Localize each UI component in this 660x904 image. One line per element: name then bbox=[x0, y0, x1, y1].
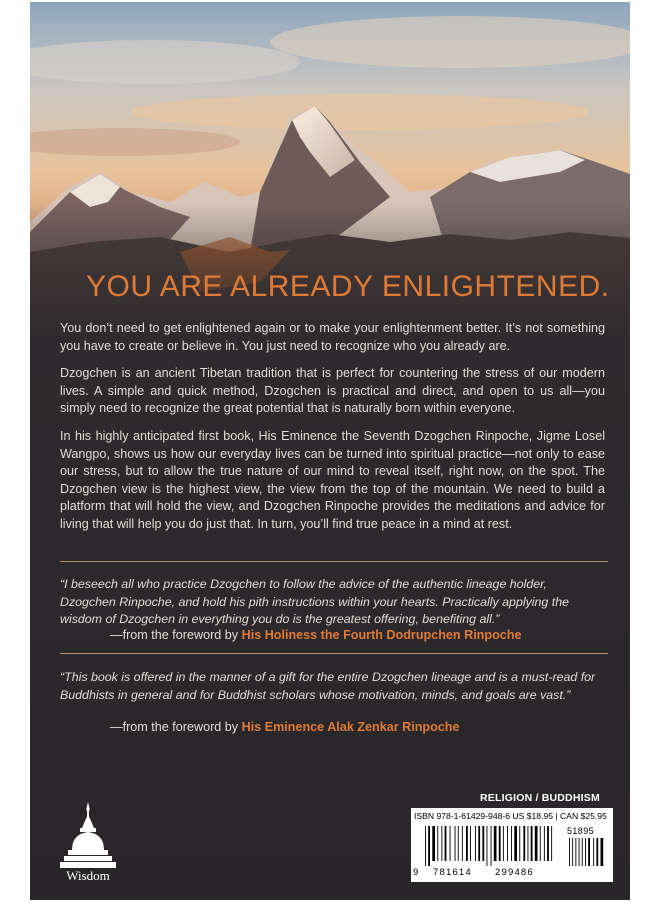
headline: YOU ARE ALREADY ENLIGHTENED. bbox=[86, 270, 610, 303]
barcode-right-digits: 299486 bbox=[495, 867, 534, 878]
barcode-lead-digit: 9 bbox=[413, 867, 419, 878]
barcode-left-digits: 781614 bbox=[433, 867, 472, 878]
barcode-addon: 51895 bbox=[567, 826, 595, 836]
paragraph-dzogchen: Dzogchen is an ancient Tibetan tradition that is perfect for countering the stress of our modern lives. A simple and quick method, Dzogchen is practical and direct, and open to us all—you simply need to recognize the great potential that is naturally born within everyone. bbox=[60, 366, 605, 415]
isbn-price: ISBN 978-1-61429-948-6 US $18.95 | CAN $25.95 bbox=[414, 811, 607, 821]
attribution-name: His Holiness the Fourth Dodrupchen Rinpoche bbox=[241, 628, 522, 642]
attribution-prefix: —from the foreword by bbox=[110, 628, 242, 642]
divider bbox=[60, 653, 608, 654]
attribution-prefix: —from the foreword by bbox=[110, 720, 242, 734]
endorsement-quote: “I beseech all who practice Dzogchen to follow the advice of the authentic lineage holder, Dzogchen Rinpoche, and hold his pith instructions within your hearts. Practically applying the wisdom of Dzogchen in everything you do is the greatest offering, benefiting all.” bbox=[60, 577, 569, 626]
book-back-cover bbox=[30, 2, 630, 900]
category-label: RELIGION / BUDDHISM bbox=[480, 792, 600, 804]
endorsement-attribution bbox=[110, 628, 521, 642]
barcode-panel bbox=[411, 808, 613, 882]
endorsement-quote: “This book is offered in the manner of a gift for the entire Dzogchen lineage and is a must-read for Buddhists in general and for Buddhist scholars whose motivation, minds, and goals are vast.” bbox=[60, 670, 596, 702]
endorsement-attribution bbox=[110, 720, 460, 734]
publisher-name: Wisdom bbox=[66, 868, 110, 883]
paragraph-book: In his highly anticipated first book, His Eminence the Seventh Dzogchen Rinpoche, Jigme Losel Wangpo, shows us how our everyday lives can be turned into spiritual practice—not only to ease our stress, but to allow the true nature of our mind to reveal itself, right now, on the spot. The Dzogchen view is the highest view, the view from the top of the mountain. We need to build a platform that will hold the view, and Dzogchen Rinpoche provides the meditations and advice for living that will help you do just that. In turn, you’ll find true peace in a mind at rest. bbox=[60, 429, 605, 531]
paragraph-intro: You don’t need to get enlightened again or to make your enlightenment better. It’s not something you have to create or believe in. You just need to recognize who you already are. bbox=[60, 321, 605, 353]
divider bbox=[60, 561, 608, 562]
attribution-name: His Eminence Alak Zenkar Rinpoche bbox=[241, 720, 460, 734]
